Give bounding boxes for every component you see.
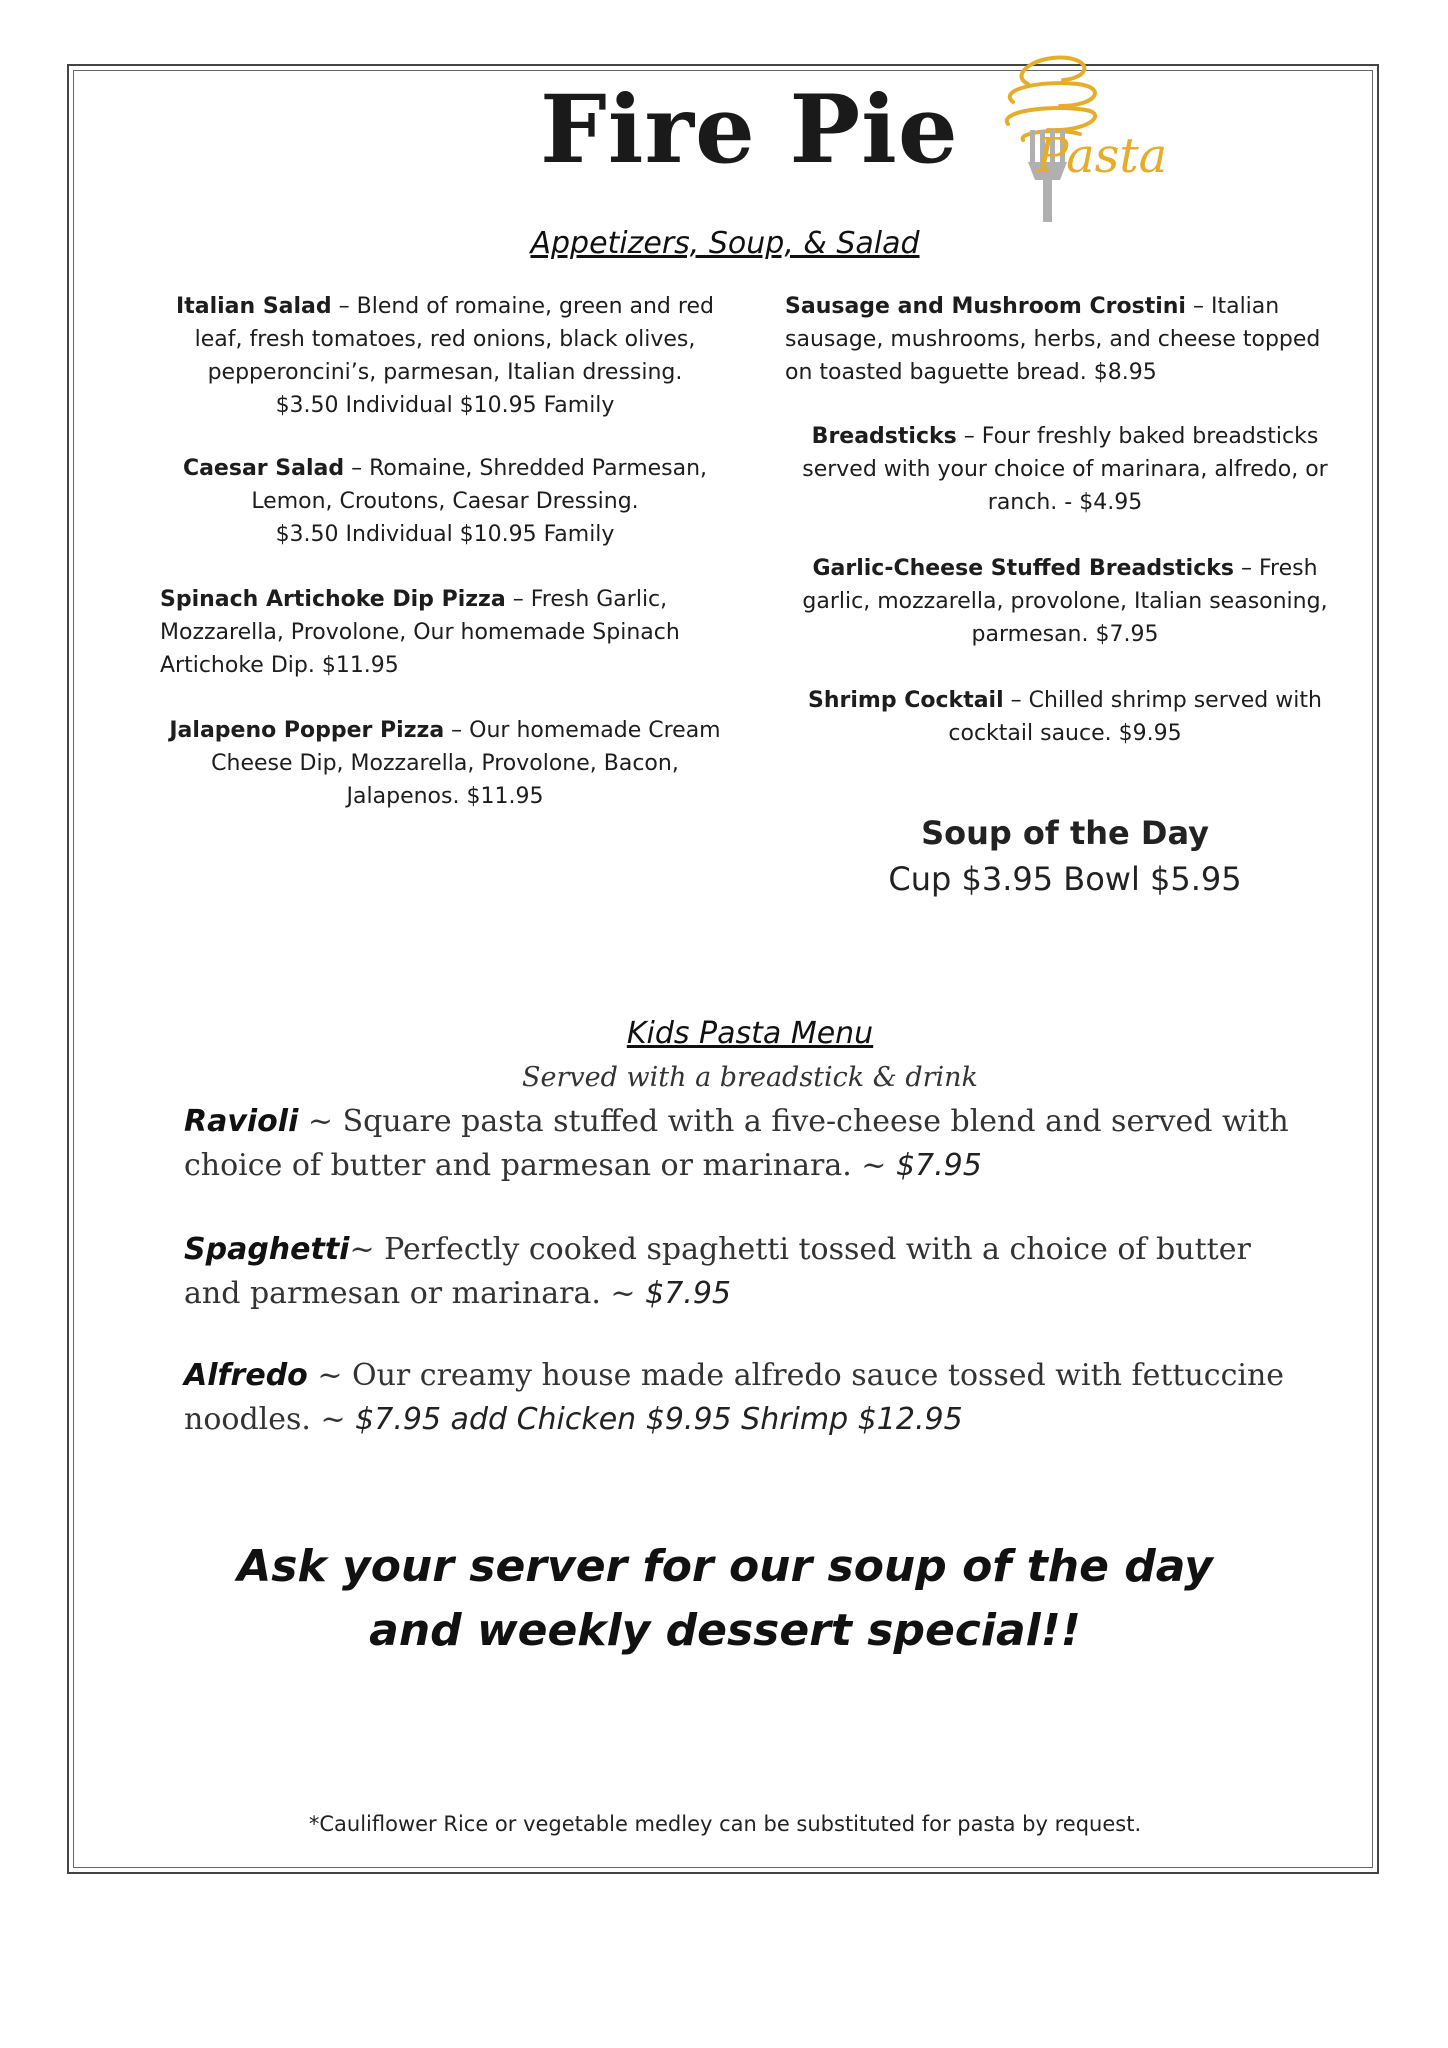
- menu-item-garlic-cheese-breadsticks: [785, 552, 1345, 651]
- menu-item-italian-salad: [160, 290, 730, 422]
- item-desc: – Fresh garlic, mozzarella, provolone, Italian seasoning, parmesan. $7.95: [802, 556, 1328, 647]
- item-desc: – Fresh Garlic, Mozzarella, Provolone, Our homemade Spinach Artichoke Dip. $11.95: [160, 587, 680, 678]
- item-desc: – Chilled shrimp served with cocktail sauce. $9.95: [948, 688, 1322, 746]
- menu-item-sausage-crostini: [785, 290, 1345, 389]
- menu-item-shrimp-cocktail: [785, 684, 1345, 750]
- restaurant-title: Fire Pie: [540, 75, 959, 185]
- item-price: $7.95 add Chicken $9.95 Shrimp $12.95: [355, 1402, 963, 1437]
- menu-item-caesar-salad: [160, 452, 730, 551]
- item-desc: ~ Our creamy house made alfredo sauce tossed with fettuccine noodles. ~: [184, 1358, 1285, 1437]
- item-desc: – Italian sausage, mushrooms, herbs, and cheese topped on toasted baguette bread. $8.95: [785, 294, 1321, 385]
- item-name: Italian Salad: [176, 294, 332, 319]
- footnote: *Cauliflower Rice or vegetable medley can be substituted for pasta by request.: [308, 1812, 1142, 1836]
- item-name: Spaghetti: [184, 1232, 350, 1267]
- appetizers-heading: Appetizers, Soup, & Salad: [530, 226, 920, 261]
- item-price: $3.50 Individual $10.95 Family: [275, 522, 615, 547]
- menu-item-spinach-artichoke-pizza: [160, 583, 730, 682]
- item-name: Shrimp Cocktail: [808, 688, 1004, 713]
- item-price: $7.95: [645, 1276, 731, 1311]
- item-desc: – Four freshly baked breadsticks served with your choice of marinara, alfredo, or ranch. - $4.95: [802, 424, 1328, 515]
- item-name: Breadsticks: [811, 424, 957, 449]
- special-announcement: Ask your server for our soup of the day and weekly dessert special!!: [237, 1541, 1213, 1656]
- item-name: Spinach Artichoke Dip Pizza: [160, 587, 506, 612]
- kids-item-alfredo: [184, 1354, 1314, 1442]
- menu-item-breadsticks: [785, 420, 1345, 519]
- kids-item-ravioli: [184, 1100, 1314, 1188]
- menu-item-jalapeno-popper-pizza: [160, 714, 730, 813]
- kids-menu-heading: Kids Pasta Menu: [626, 1016, 874, 1051]
- item-name: Caesar Salad: [182, 456, 345, 481]
- item-name: Ravioli: [184, 1104, 299, 1139]
- item-name: Sausage and Mushroom Crostini: [785, 294, 1186, 319]
- item-desc: – Romaine, Shredded Parmesan, Lemon, Croutons, Caesar Dressing.: [251, 456, 708, 514]
- item-name: Garlic-Cheese Stuffed Breadsticks: [812, 556, 1234, 581]
- item-name: Alfredo: [184, 1358, 308, 1393]
- item-desc: ~ Perfectly cooked spaghetti tossed with a choice of butter and parmesan or marinara. ~: [184, 1232, 1251, 1311]
- soup-of-the-day-price: Cup $3.95 Bowl $5.95: [888, 860, 1242, 898]
- item-desc: – Blend of romaine, green and red leaf, fresh tomatoes, red onions, black olives, pepperoncini’s, parmesan, Italian dressing.: [194, 294, 714, 385]
- item-price: $3.50 Individual $10.95 Family: [275, 393, 615, 418]
- soup-of-the-day-title: Soup of the Day: [921, 814, 1209, 852]
- item-price: $7.95: [895, 1148, 982, 1183]
- item-name: Jalapeno Popper Pizza: [169, 718, 445, 743]
- kids-menu-subheading: Served with a breadstick & drink: [522, 1062, 978, 1093]
- item-desc: – Our homemade Cream Cheese Dip, Mozzarella, Provolone, Bacon, Jalapenos. $11.95: [211, 718, 721, 809]
- kids-item-spaghetti: [184, 1228, 1314, 1316]
- logo-word-pasta: Pasta: [1036, 128, 1168, 184]
- item-desc: ~ Square pasta stuffed with a five-cheese blend and served with choice of butter and parmesan or marinara. ~: [184, 1104, 1289, 1183]
